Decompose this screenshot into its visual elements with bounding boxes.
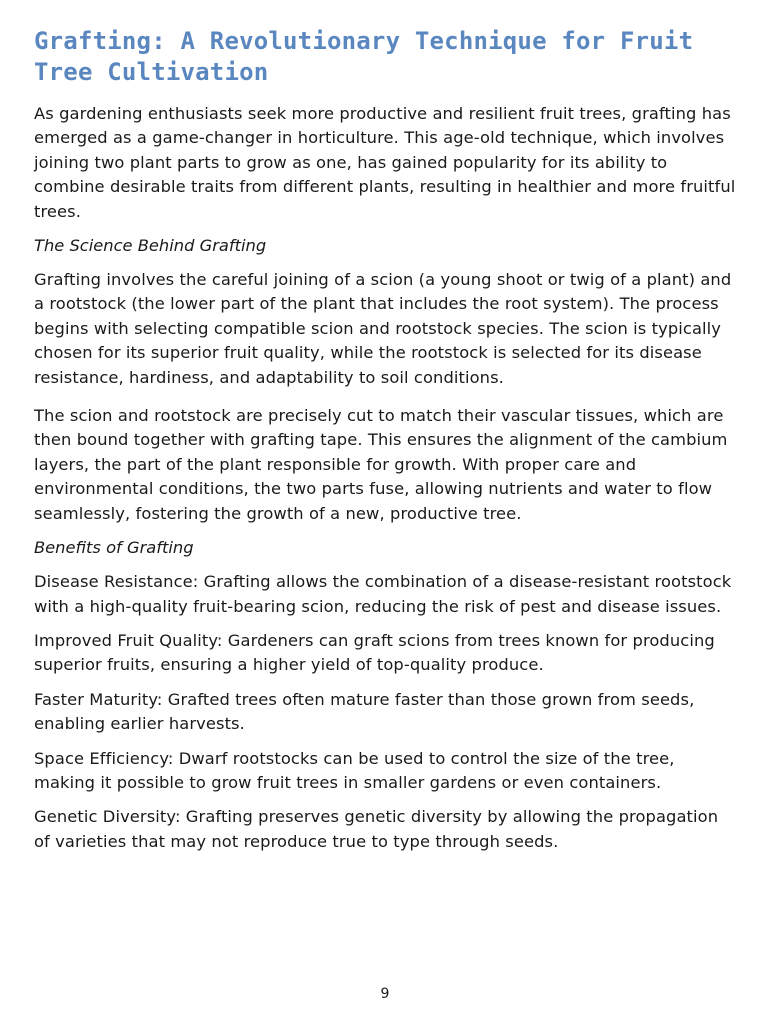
page-title: Grafting: A Revolutionary Technique for Fruit Tree Cultivation bbox=[34, 27, 694, 86]
science-paragraph-1: Grafting involves the careful joining of a scion (a young shoot or twig of a plant) and a rootstock (the lower part of the plant that includes the root system). The process begins with selecting compatible scion and rootstock species. The scion is typically chosen for its superior fruit quality, while the rootstock is selected for its disease resistance, hardiness, and adaptability to soil conditions. bbox=[34, 270, 732, 387]
benefit-fruit-quality: Improved Fruit Quality: Gardeners can graft scions from trees known for producing superior fruits, ensuring a higher yield of top-quality produce. bbox=[34, 630, 715, 675]
benefit-genetic-diversity: Genetic Diversity: Grafting preserves genetic diversity by allowing the propagation of varieties that may not reproduce true to type through seeds. bbox=[34, 807, 719, 851]
intro-paragraph: As gardening enthusiasts seek more productive and resilient fruit trees, grafting has emerged as a game-changer in horticulture. This age-old technique, which involves joining two plant parts to grow as one, has gained popularity for its ability to combine desirable traits from different plants, resulting in healthier and more fruitful trees. bbox=[34, 104, 736, 221]
science-heading: The Science Behind Grafting bbox=[34, 236, 267, 256]
benefit-disease-resistance: Disease Resistance: Grafting allows the combination of a disease-resistant rootstock with a high-quality fruit-bearing scion, reducing the risk of pest and disease issues. bbox=[34, 572, 732, 616]
benefits-heading: Benefits of Grafting bbox=[34, 538, 194, 558]
science-paragraph-2: The scion and rootstock are precisely cut to match their vascular tissues, which are then bound together with grafting tape. This ensures the alignment of the cambium layers, the part of the plant responsible for growth. With proper care and environmental conditions, the two parts fuse, allowing nutrients and water to flow seamlessly, fostering the growth of a new, productive tree. bbox=[34, 406, 728, 523]
benefit-faster-maturity: Faster Maturity: Grafted trees often mature faster than those grown from seeds, enabling earlier harvests. bbox=[34, 689, 695, 734]
document-page bbox=[34, 26, 738, 854]
benefit-space-efficiency: Space Efficiency: Dwarf rootstocks can be used to control the size of the tree, making it possible to grow fruit trees in smaller gardens or even containers. bbox=[34, 748, 675, 792]
page-number: 9 bbox=[380, 986, 390, 1002]
